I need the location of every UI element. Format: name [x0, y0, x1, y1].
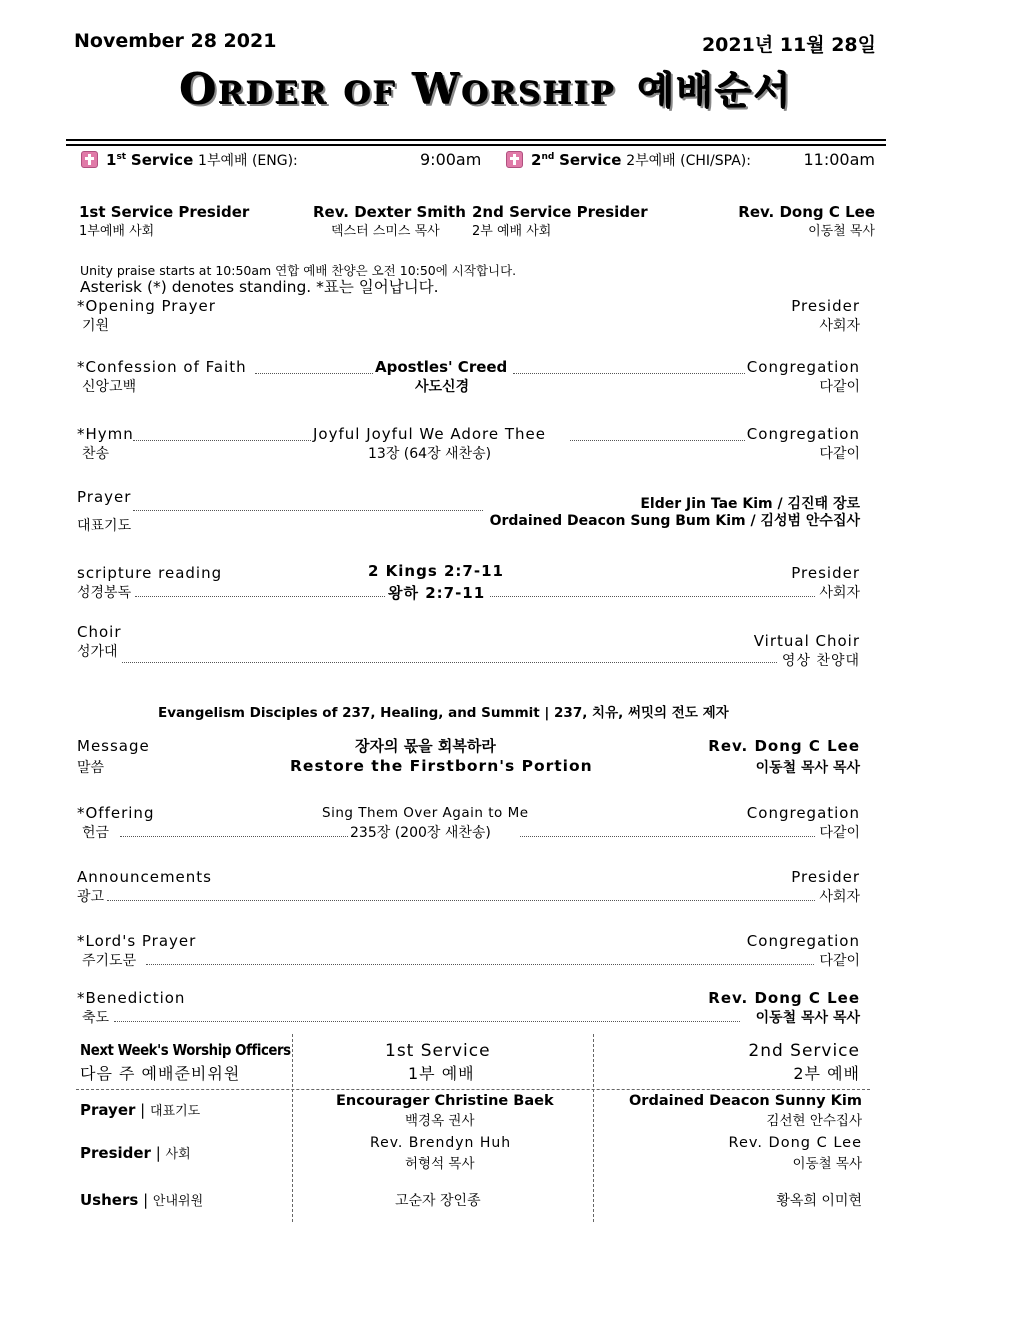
order-item-leader: Rev. Dong C Lee: [708, 989, 860, 1007]
col-first-service: 1st Service: [385, 1041, 491, 1061]
order-item-title-ko: 대표기도: [77, 518, 132, 534]
leader-dots: [133, 440, 311, 441]
officer-role: Presider | 사회: [80, 1144, 191, 1162]
order-item-title: Announcements: [77, 868, 212, 886]
leader-dots: [107, 900, 815, 901]
order-item-leader-2: Ordained Deacon Sung Bum Kim / 김성범 안수집사: [489, 513, 860, 529]
order-item-title-ko: 광고: [77, 889, 105, 905]
order-item-leader: Virtual Choir: [753, 632, 860, 650]
order-item-title: Message: [77, 737, 150, 755]
table-divider: [76, 1089, 870, 1090]
officer-second-ko: 이동철 목사: [792, 1156, 862, 1172]
title-word-orship: ORSHIP: [461, 76, 617, 112]
order-item-leader-ko: 이동철 목사 목사: [755, 1010, 860, 1026]
order-item-leader: Rev. Dong C Lee: [708, 737, 860, 755]
order-item-title-ko: 헌금: [82, 825, 110, 841]
title-word-of: OF: [344, 76, 398, 112]
officer-second-ko: 김선현 안수집사: [766, 1113, 862, 1129]
order-item-leader-ko: 다같이: [819, 446, 860, 462]
second-presider-name-ko: 이동철 목사: [808, 224, 875, 239]
order-item-leader: Congregation: [746, 932, 860, 950]
title-word-rder: RDER: [218, 76, 329, 112]
leader-dots: [520, 836, 815, 837]
order-item-leader: Congregation: [746, 358, 860, 376]
order-item-leader: Congregation: [746, 804, 860, 822]
order-item-leader: Presider: [791, 297, 860, 315]
header-rule-top: [66, 139, 886, 141]
sermon-series: Evangelism Disciples of 237, Healing, and Summit | 237, 치유, 써밋의 전도 제자: [158, 705, 729, 721]
date-korean: 2021년 11월 28일: [701, 34, 876, 56]
order-item-detail-ko: 235장 (200장 새찬송): [350, 825, 491, 841]
first-service-label: 1st Service 1부예배 (ENG):: [106, 151, 298, 169]
order-item-title-ko: 말씀: [77, 760, 105, 776]
order-item-title: scripture reading: [77, 564, 223, 582]
leader-dots: [122, 662, 777, 663]
leader-dots: [255, 373, 373, 374]
officer-first-ko: 허형석 목사: [405, 1156, 475, 1172]
second-presider-title: 2nd Service Presider: [472, 203, 648, 221]
order-item-detail: Sing Them Over Again to Me: [322, 805, 529, 821]
order-item-title-ko: 신앙고백: [82, 379, 137, 395]
order-item-leader-ko: 이동철 목사 목사: [755, 760, 860, 776]
order-item-leader: Presider: [791, 564, 860, 582]
cross-icon: [81, 151, 98, 168]
officer-first-ko: 백경옥 권사: [405, 1113, 475, 1129]
table-divider: [292, 1034, 293, 1222]
title-letter-w: W: [412, 65, 462, 114]
order-item-title: *Lord's Prayer: [77, 932, 197, 950]
order-item-title-ko: 기원: [82, 318, 110, 334]
order-item-title: Choir: [77, 623, 122, 641]
first-presider-name-ko: 덱스터 스미스 목사: [331, 224, 440, 239]
next-week-title-ko: 다음 주 예배준비위원: [80, 1064, 241, 1083]
officer-second: 황옥희 이미현: [776, 1193, 862, 1209]
leader-dots: [114, 1021, 740, 1022]
order-item-title: Prayer: [77, 488, 132, 506]
leader-dots: [135, 596, 385, 597]
order-item-leader-ko: 사회자: [819, 889, 860, 905]
leader-dots: [570, 440, 745, 441]
first-presider-title: 1st Service Presider: [79, 203, 250, 221]
order-item-title: *Opening Prayer: [77, 297, 216, 315]
col-first-service-ko: 1부 예배: [408, 1064, 475, 1083]
next-week-title: Next Week's Worship Officers: [80, 1041, 291, 1059]
first-presider-name: Rev. Dexter Smith: [313, 203, 466, 221]
leader-dots: [146, 964, 814, 965]
order-item-title: *Confession of Faith: [77, 358, 247, 376]
page-title: [180, 60, 793, 115]
col-second-service: 2nd Service: [748, 1041, 860, 1061]
unity-praise-note: Unity praise starts at 10:50am 연합 예배 찬양은 오전 10:50에 시작합니다.: [80, 263, 517, 278]
order-item-title-ko: 축도: [82, 1010, 110, 1026]
order-item-detail-ko: 왕하 2:7-11: [388, 584, 486, 602]
order-item-detail: Apostles' Creed: [375, 358, 508, 376]
order-item-detail: Joyful Joyful We Adore Thee: [313, 425, 547, 443]
col-second-service-ko: 2부 예배: [793, 1064, 860, 1083]
first-service-time: 9:00am: [420, 150, 482, 169]
order-item-detail-ko: 사도신경: [415, 379, 470, 395]
second-presider-name: Rev. Dong C Lee: [738, 203, 875, 221]
order-item-leader: Elder Jin Tae Kim / 김진태 장로: [640, 496, 860, 512]
order-item-title-ko: 성경봉독: [77, 585, 132, 601]
order-item-title-ko: 찬송: [82, 446, 110, 462]
order-item-title-ko: 성가대: [77, 644, 118, 660]
order-item-leader: Presider: [791, 868, 860, 886]
order-item-title: *Hymn: [77, 425, 134, 443]
sermon-title-en: Restore the Firstborn's Portion: [290, 757, 593, 775]
officer-role: Ushers | 안내위원: [80, 1191, 204, 1209]
order-item-title: *Offering: [77, 804, 155, 822]
leader-dots: [120, 836, 348, 837]
order-item-leader: Congregation: [746, 425, 860, 443]
sermon-title-ko: 장자의 몫을 회복하라: [355, 737, 496, 755]
table-divider: [593, 1034, 594, 1222]
officer-first: 고순자 장인종: [395, 1193, 481, 1209]
officer-first: Rev. Brendyn Huh: [370, 1135, 512, 1151]
second-presider-title-ko: 2부 예배 사회: [472, 224, 552, 239]
order-item-leader-ko: 다같이: [819, 825, 860, 841]
first-presider-title-ko: 1부예배 사회: [79, 224, 155, 239]
order-item-leader-ko: 다같이: [819, 379, 860, 395]
asterisk-note: Asterisk (*) denotes standing. *표는 일어납니다.: [80, 278, 439, 296]
officer-second: Ordained Deacon Sunny Kim: [628, 1093, 862, 1109]
order-item-detail-ko: 13장 (64장 새찬송): [368, 446, 492, 462]
leader-dots: [490, 596, 815, 597]
title-korean: 예배순서: [637, 69, 793, 113]
order-item-title-ko: 주기도문: [82, 953, 137, 969]
order-item-leader-ko: 사회자: [819, 585, 860, 601]
leader-dots: [513, 373, 745, 374]
officer-role: Prayer | 대표기도: [80, 1101, 201, 1119]
date-english: November 28 2021: [74, 30, 277, 52]
order-item-leader-ko: 사회자: [819, 318, 860, 334]
second-service-label: 2nd Service 2부예배 (CHI/SPA):: [531, 151, 751, 169]
title-letter-o: O: [180, 65, 219, 114]
second-service-time: 11:00am: [803, 150, 875, 169]
leader-dots: [133, 510, 483, 511]
order-item-detail: 2 Kings 2:7-11: [368, 562, 504, 580]
cross-icon: [506, 151, 523, 168]
order-item-leader-ko: 다같이: [819, 953, 860, 969]
officer-first: Encourager Christine Baek: [336, 1093, 554, 1109]
order-item-leader-ko: 영상 찬양대: [781, 653, 860, 669]
officer-second: Rev. Dong C Lee: [728, 1135, 862, 1151]
header-rule-bottom: [66, 144, 886, 146]
order-item-title: *Benediction: [77, 989, 186, 1007]
